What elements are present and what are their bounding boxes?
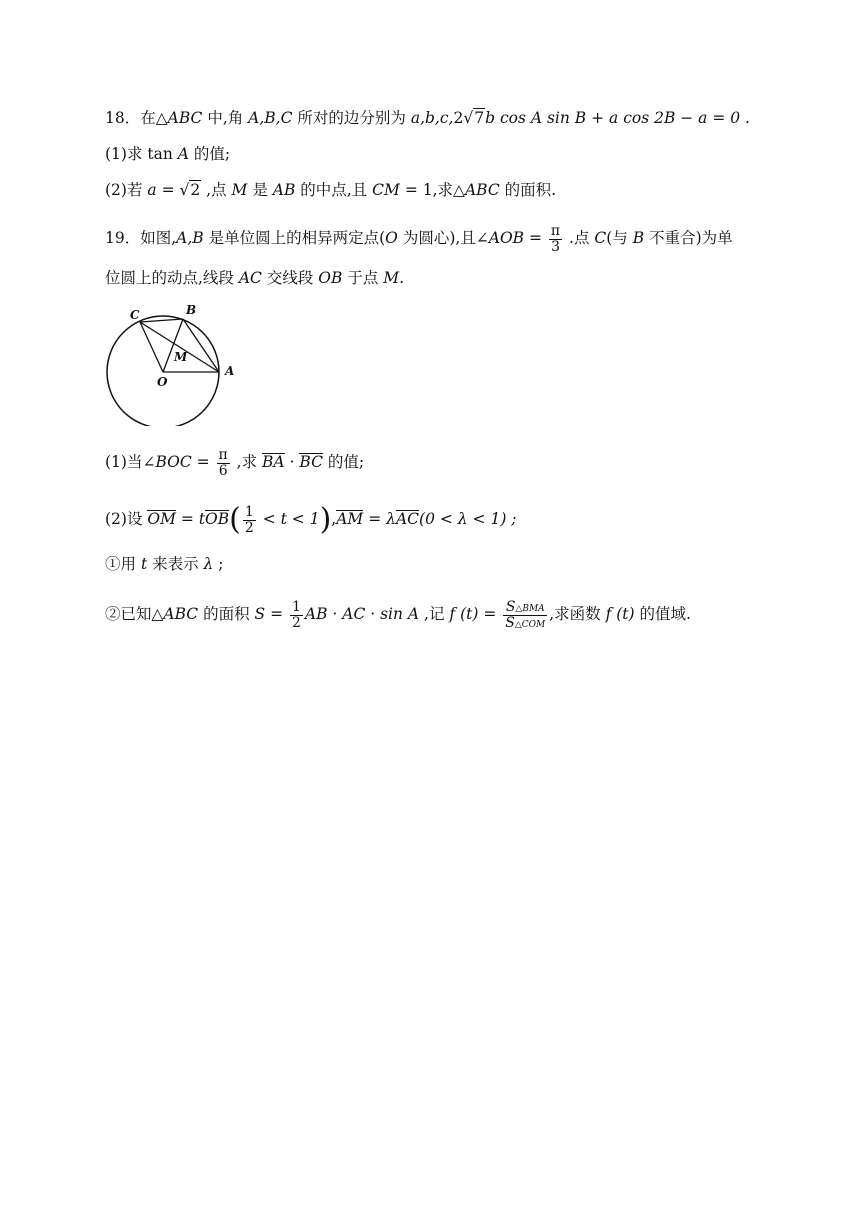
- text: ;: [213, 555, 224, 573]
- text: AB · AC · sin A: [304, 605, 420, 624]
- text: (0 < λ < 1) ;: [419, 510, 517, 529]
- numerator: 1: [291, 599, 301, 615]
- text: = 1,求△: [399, 181, 465, 199]
- radicand: 7: [474, 109, 485, 127]
- text: < t < 1: [257, 510, 320, 529]
- text: ABC: [163, 605, 199, 624]
- text: t: [198, 510, 206, 529]
- equation: b cos A sin B + a cos 2B − a = 0 .: [485, 109, 750, 127]
- q18-part1: [105, 144, 230, 164]
- text: 为圆心),且∠: [397, 229, 489, 248]
- text: M: [231, 181, 248, 199]
- label-O: O: [157, 375, 168, 389]
- text: 是: [247, 181, 273, 199]
- text: 在△: [140, 109, 168, 127]
- text: S: [505, 599, 516, 615]
- q19-sub2: [105, 600, 691, 630]
- q18-number: 18．: [105, 109, 141, 127]
- text: AB: [272, 181, 296, 199]
- q19-sub1: [105, 554, 224, 574]
- denominator: 6: [218, 462, 228, 479]
- vector-BA: BA: [262, 453, 285, 472]
- paren-open: (: [229, 502, 241, 538]
- q19-part1: [105, 448, 364, 478]
- text: 中,角: [202, 109, 249, 127]
- text: =: [156, 181, 180, 199]
- numerator: π: [218, 447, 228, 463]
- denominator: 3: [551, 238, 560, 255]
- q19-statement-line2: [105, 268, 404, 288]
- text: (2)若: [105, 181, 148, 199]
- text: ,求: [231, 453, 263, 472]
- text: CM: [372, 181, 400, 199]
- text: (1)当∠: [105, 453, 156, 472]
- q19-statement-line1: [105, 224, 733, 254]
- q18-statement: [105, 108, 750, 128]
- denominator: [503, 616, 547, 631]
- text: 是单位圆上的相异两定点(: [203, 229, 386, 248]
- text: ②已知△: [105, 605, 164, 624]
- vector-AM: AM: [336, 510, 364, 529]
- text: 的中点,且: [295, 181, 373, 199]
- subscript: △COM: [514, 619, 546, 630]
- sqrt-sign: √: [463, 109, 474, 127]
- segment-BC: [140, 319, 183, 322]
- numerator: [503, 600, 547, 616]
- text: BOC: [155, 453, 192, 472]
- text: 的值;: [188, 145, 231, 163]
- fraction-area-ratio: [503, 600, 547, 630]
- fraction-pi-3: [549, 224, 562, 254]
- fraction-half: [243, 505, 256, 535]
- vector-OM: OM: [147, 510, 176, 529]
- text: ABC: [464, 181, 500, 199]
- vector-OB: OB: [205, 510, 230, 529]
- text: M.: [383, 269, 405, 287]
- vector-BC: BC: [299, 453, 323, 472]
- text: OB: [318, 269, 343, 287]
- text: .点: [564, 229, 595, 248]
- text: 的面积.: [499, 181, 557, 199]
- radicand: 2: [190, 181, 201, 199]
- text: 的值;: [322, 453, 365, 472]
- label-A: A: [225, 364, 235, 378]
- text: 交线段: [261, 269, 319, 287]
- text: =: [175, 510, 199, 529]
- denominator: 2: [244, 519, 254, 536]
- q18-part2: [105, 180, 556, 200]
- sqrt-sign: √: [179, 181, 190, 199]
- text: (2)设: [105, 510, 148, 529]
- text: f (t) =: [449, 605, 502, 624]
- text: 位圆上的动点,线段: [105, 269, 239, 287]
- text: ①用: [105, 555, 141, 573]
- segment-AB: [183, 319, 219, 372]
- subscript: △BMA: [515, 604, 545, 614]
- text: ,记: [419, 605, 450, 624]
- text: 的值域.: [634, 605, 691, 624]
- text: AC: [238, 269, 262, 287]
- text: a,b,c,: [410, 109, 454, 127]
- text: =: [524, 229, 547, 248]
- text: C: [594, 229, 607, 248]
- text: AOB: [488, 229, 525, 248]
- text: A: [177, 145, 189, 163]
- text: 来表示: [147, 555, 204, 573]
- text: ,: [331, 510, 337, 529]
- denominator: 2: [291, 614, 301, 631]
- q19-part2: [105, 502, 517, 538]
- text: =: [265, 605, 288, 624]
- text: ,求函数: [549, 605, 606, 624]
- text: 于点: [342, 269, 384, 287]
- text: 不重合)为单: [644, 229, 733, 248]
- text: t: [140, 555, 148, 573]
- label-B: B: [186, 303, 197, 317]
- fraction-half: [290, 600, 303, 630]
- label-M: M: [174, 350, 188, 364]
- text: λ: [203, 555, 214, 573]
- text: (1)求 tan: [105, 145, 178, 163]
- numerator: π: [550, 223, 561, 239]
- text: ABC: [167, 109, 203, 127]
- text: O: [385, 229, 398, 248]
- text: S: [254, 605, 266, 624]
- text: a: [147, 181, 157, 199]
- fraction-pi-6: [217, 448, 230, 478]
- text: A,B,C: [248, 109, 293, 127]
- text: f (t): [605, 605, 635, 624]
- paren-close: ): [319, 502, 332, 538]
- text: = λ: [363, 510, 396, 529]
- unit-circle-figure: [100, 300, 250, 426]
- text: =: [191, 453, 215, 472]
- text: 所对的边分别为: [292, 109, 411, 127]
- text: ,点: [201, 181, 232, 199]
- text: 如图,: [140, 229, 177, 248]
- text: ·: [284, 453, 300, 472]
- label-C: C: [130, 308, 140, 322]
- text: S: [505, 614, 515, 631]
- q19-number: 19．: [105, 229, 141, 248]
- text: B: [632, 229, 645, 248]
- text: 的面积: [198, 605, 255, 624]
- numerator: 1: [244, 504, 254, 520]
- text: 2: [453, 109, 464, 127]
- text: (与: [606, 229, 633, 248]
- segment-OB: [163, 319, 183, 372]
- text: A,B: [176, 229, 204, 248]
- vector-AC: AC: [395, 510, 420, 529]
